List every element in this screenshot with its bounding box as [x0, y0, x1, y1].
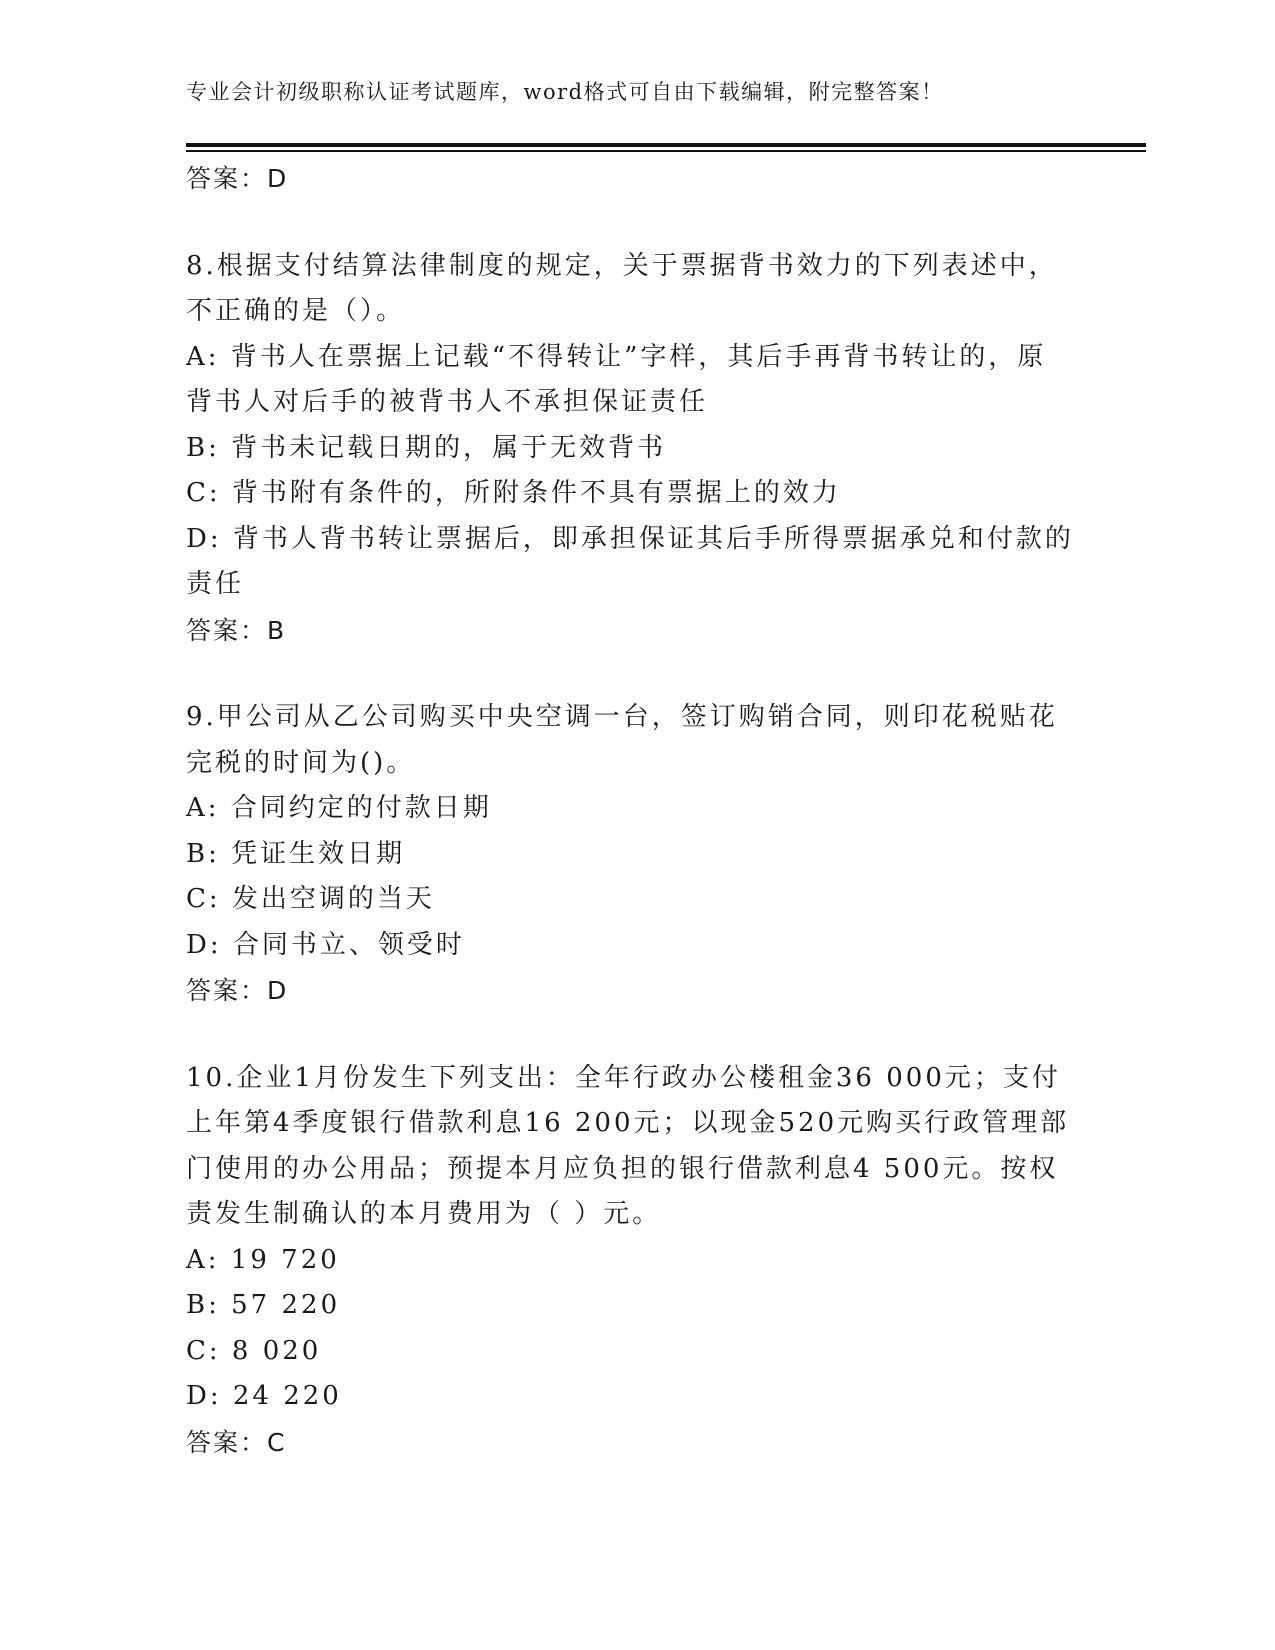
spacer	[186, 202, 1086, 244]
answer-line: 答案：D	[186, 164, 289, 193]
option-a: A: 合同约定的付款日期	[186, 793, 492, 823]
spacer	[186, 653, 1086, 695]
page-header: 专业会计初级职称认证考试题库，word格式可自由下载编辑，附完整答案！	[186, 80, 944, 104]
header-rule-thick	[186, 143, 1146, 147]
option-a-continued: 背书人对后手的被背书人不承担保证责任	[186, 387, 709, 417]
answer-line: 答案：B	[186, 615, 287, 645]
question-block	[186, 695, 1086, 1014]
option-c: C: 背书附有条件的，所附条件不具有票据上的效力	[186, 478, 841, 508]
option-b: B: 背书未记载日期的，属于无效背书	[186, 432, 667, 463]
option-d-continued: 责任	[186, 569, 245, 599]
spacer	[186, 1014, 1086, 1056]
question-text-line: 9.甲公司从乙公司购买中央空调一台，签订购销合同，则印花税贴花	[186, 702, 1058, 732]
question-text-line: 完税的时间为()。	[186, 747, 416, 778]
question-block	[186, 1056, 1086, 1466]
question-block	[186, 244, 1086, 654]
option-d: D: 24 220	[186, 1381, 342, 1411]
question-text-line: 责发生制确认的本月费用为（ ）元。	[186, 1199, 662, 1229]
question-text-line: 上年第4季度银行借款利息16 200元；以现金520元购买行政管理部	[186, 1108, 1070, 1138]
option-b: B: 凭证生效日期	[186, 838, 406, 869]
option-d: D: 合同书立、领受时	[186, 929, 465, 960]
question-text-line: 门使用的办公用品；预提本月应负担的银行借款利息4 500元。按权	[186, 1153, 1059, 1184]
question-text-line: 10.企业1月份发生下列支出：全年行政办公楼租金36 000元；支付	[186, 1062, 1061, 1093]
option-d: D: 背书人背书转让票据后，即承担保证其后手所得票据承兑和付款的	[186, 523, 1074, 554]
option-c: C: 发出空调的当天	[186, 884, 435, 914]
question-text-line: 不正确的是（）。	[186, 296, 406, 326]
option-a: A: 背书人在票据上记载“不得转让”字样，其后手再背书转让的，原	[186, 341, 1047, 372]
question-text-line: 8.根据支付结算法律制度的规定，关于票据背书效力的下列表述中，	[186, 250, 1058, 281]
answer-line: 答案：D	[186, 976, 289, 1005]
option-b: B: 57 220	[186, 1290, 341, 1320]
header-rule-thin	[186, 150, 1146, 152]
option-c: C: 8 020	[186, 1335, 322, 1366]
answer-line: 答案：C	[186, 1427, 287, 1457]
document-body	[186, 156, 1086, 1465]
option-a: A: 19 720	[186, 1244, 340, 1275]
